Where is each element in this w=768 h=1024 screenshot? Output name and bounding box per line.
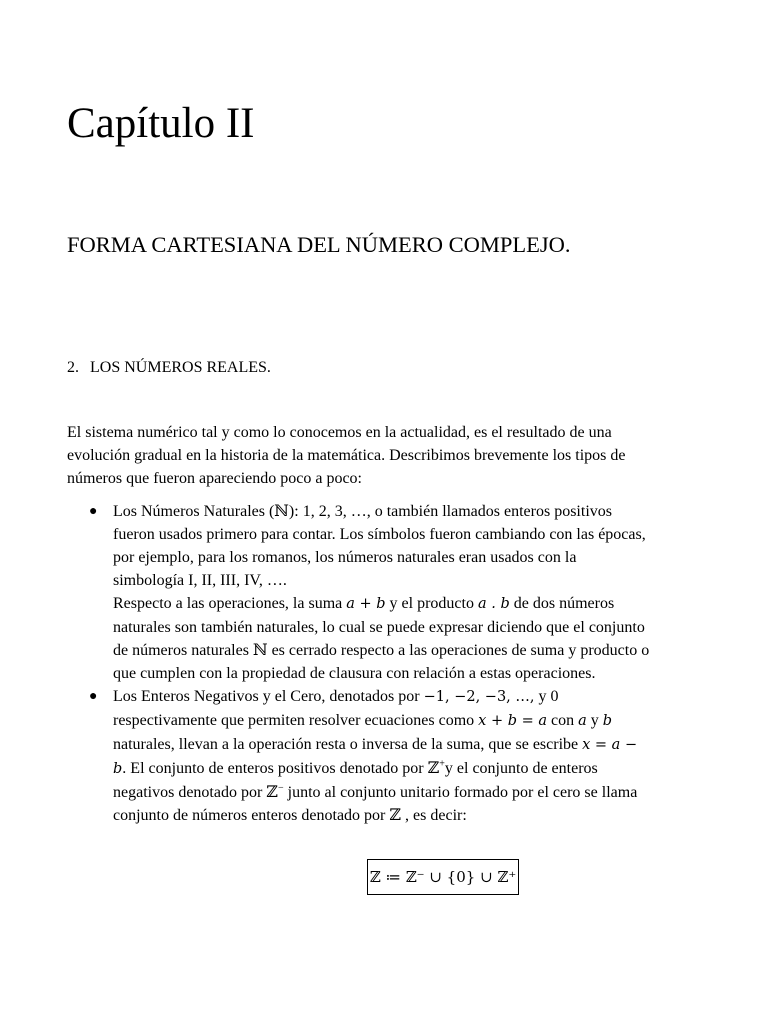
section-title: FORMA CARTESIANA DEL NÚMERO COMPLEJO. — [67, 232, 571, 257]
math-var: b — [113, 761, 123, 777]
subsection-heading — [67, 356, 271, 380]
list-item-naturales — [0, 500, 768, 685]
text-line: que cumplen con la propiedad de clausura con relación a estas operaciones. — [113, 665, 596, 682]
text-segment: negativos denotado por ℤ — [113, 784, 278, 801]
math-var: b — [602, 713, 613, 729]
text-segment: y el conjunto de enteros — [444, 760, 598, 777]
text-segment: y — [586, 712, 603, 729]
math-var: a — [578, 713, 587, 729]
text-line — [113, 733, 768, 757]
number-types-list — [0, 500, 768, 827]
text-line — [113, 709, 768, 733]
text-segment: de dos números — [509, 595, 615, 612]
math-product: a . b — [477, 596, 510, 612]
text-line: Los Números Naturales (ℕ): 1, 2, 3, …, o también llamados enteros positivos — [113, 503, 612, 520]
text-line: simbología I, II, III, IV, …. — [113, 572, 287, 589]
text-segment: respectivamente que permiten resolver ecuaciones como — [113, 712, 479, 729]
text-line: naturales son también naturales, lo cual se puede expresar diciendo que el conjunto — [113, 619, 645, 636]
text-line: fueron usados primero para contar. Los símbolos fueron cambiando con las épocas, — [113, 526, 646, 543]
text-line — [113, 592, 768, 616]
text-segment: con — [547, 712, 579, 729]
math-equation: x + b = a — [478, 713, 548, 729]
intro-line: evolución gradual en la historia de la matemática. Describimos brevemente los tipos de — [67, 447, 626, 464]
text-line: por ejemplo, para los romanos, los números naturales eran usados con la — [113, 549, 577, 566]
math-subtraction: x = a − — [582, 737, 638, 753]
text-line — [113, 685, 768, 709]
text-line — [113, 781, 768, 804]
intro-line: números que fueron apareciendo poco a poco: — [67, 470, 362, 487]
text-segment: Respecto a las operaciones, la suma — [113, 595, 347, 612]
math-negatives: −1, −2, −3, …, — [423, 689, 535, 705]
text-line — [113, 757, 768, 781]
text-segment: junto al conjunto unitario formado por el cero se llama — [283, 784, 638, 801]
list-item-enteros — [0, 685, 768, 827]
chapter-title: Capítulo II — [67, 100, 255, 147]
bullet-icon: ● — [89, 689, 98, 704]
subsection-number: 2. — [67, 359, 79, 376]
intro-paragraph — [67, 421, 707, 490]
text-line: conjunto de números enteros denotado por ℤ , es decir: — [113, 807, 467, 824]
text-segment: . El conjunto de enteros positivos denotado por ℤ — [122, 760, 440, 777]
superscript: − — [277, 782, 284, 794]
subsection-title: LOS NÚMEROS REALES. — [90, 359, 271, 376]
superscript: + — [439, 758, 445, 770]
bullet-icon: ● — [89, 504, 98, 519]
text-line: de números naturales ℕ es cerrado respecto a las operaciones de suma y producto o — [113, 642, 650, 659]
text-segment: y 0 — [534, 688, 559, 705]
text-segment: y el producto — [385, 595, 478, 612]
math-sum: a + b — [346, 596, 386, 612]
integers-definition-formula: ℤ ≔ ℤ⁻ ∪ {0} ∪ ℤ⁺ — [367, 859, 519, 895]
intro-line: El sistema numérico tal y como lo conocemos en la actualidad, es el resultado de una — [67, 424, 612, 441]
text-segment: Los Enteros Negativos y el Cero, denotados por — [113, 688, 424, 705]
text-segment: naturales, llevan a la operación resta o inversa de la suma, que se escribe — [113, 736, 583, 753]
